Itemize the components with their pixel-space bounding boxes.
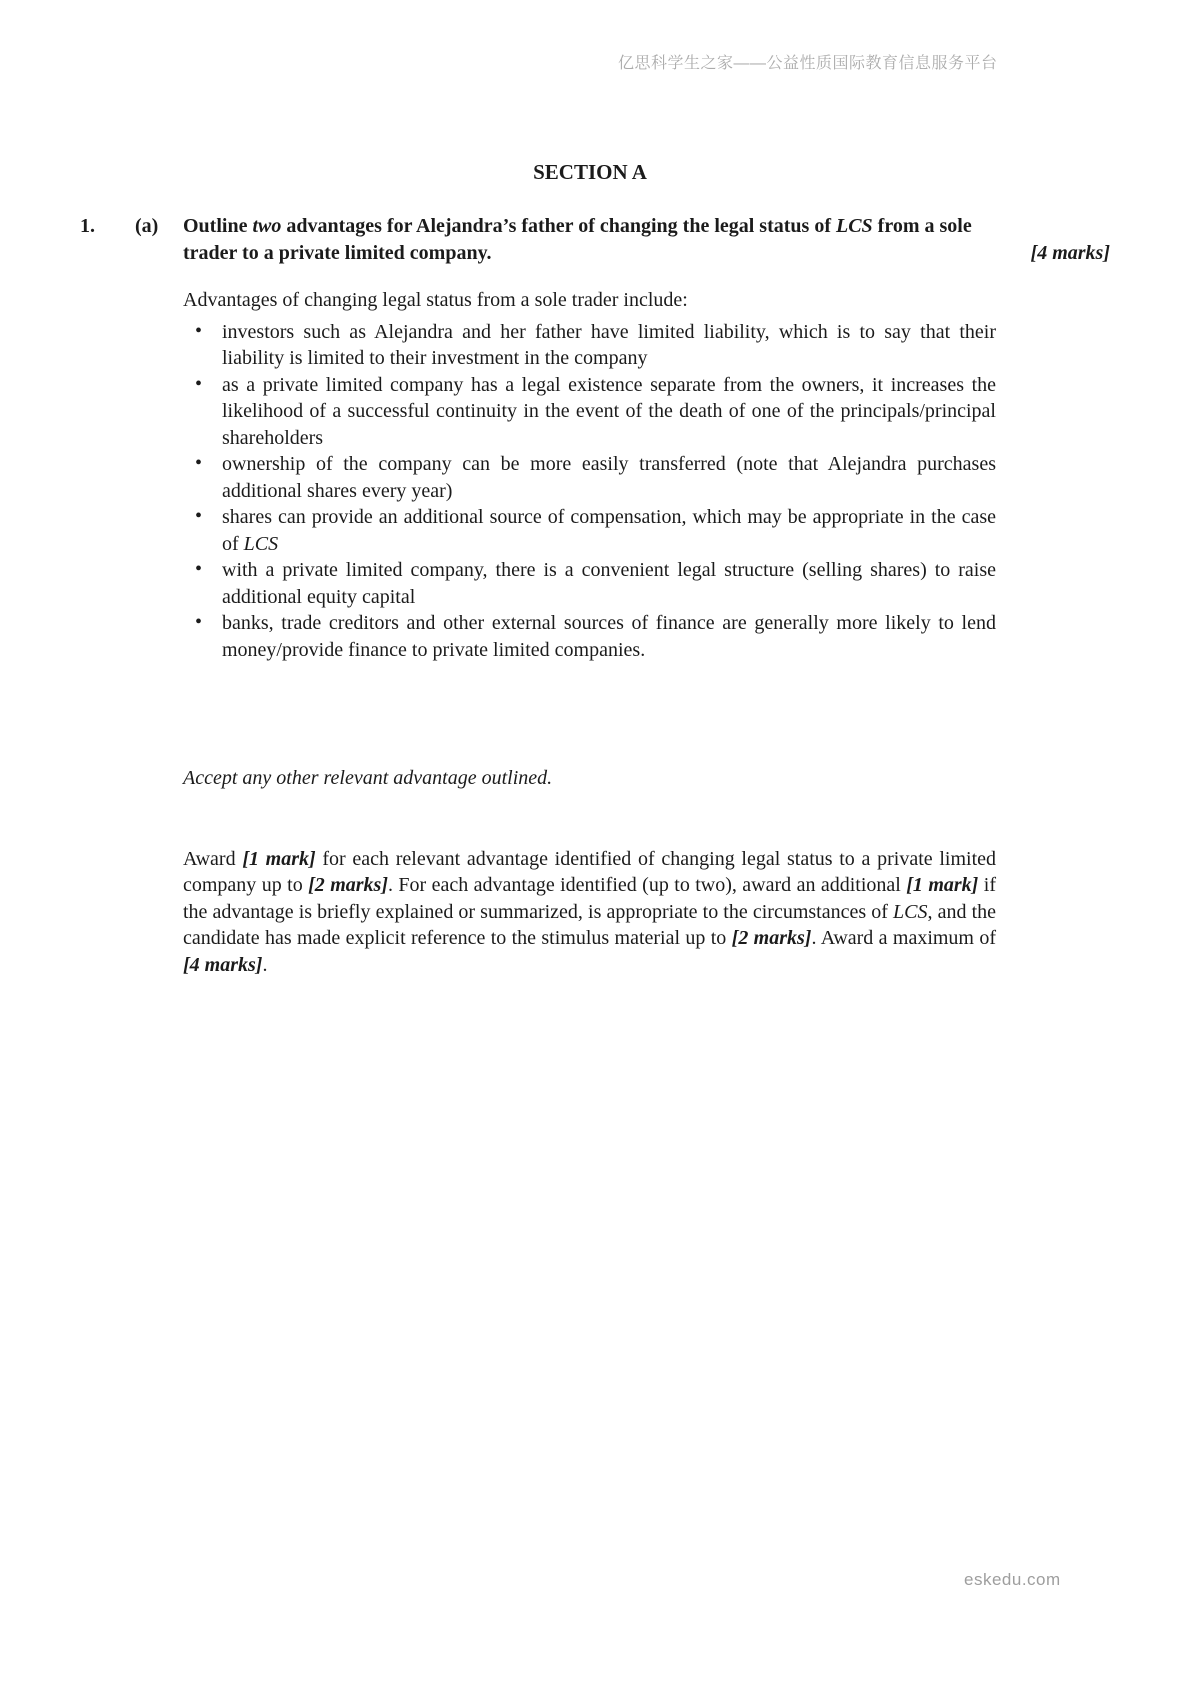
list-item — [183, 451, 996, 504]
question-part-label: (a) — [135, 215, 159, 237]
list-item — [183, 557, 996, 610]
list-item — [183, 610, 996, 663]
list-item — [183, 319, 996, 372]
question-block — [80, 213, 1110, 267]
markscheme-body — [183, 287, 996, 978]
question-number: 1. — [80, 215, 95, 237]
list-item-text: investors such as Alejandra and her father have limited liability, which is to say that their liability is limited to their investment in the company — [222, 320, 996, 369]
list-item-company-name: LCS — [243, 532, 279, 555]
advantage-list — [183, 319, 996, 664]
award-mark-5: [4 marks] — [183, 953, 263, 976]
prompt-segment: advantages for Alejandra’s father of changing the legal status of — [281, 215, 836, 237]
award-mark-3: [1 mark] — [906, 874, 979, 896]
prompt-segment: Outline — [183, 215, 253, 237]
award-segment: . — [262, 953, 268, 976]
list-item — [183, 504, 996, 557]
list-item-text: ownership of the company can be more easily transferred (note that Alejandra purchases additional shares every year) — [222, 453, 996, 502]
examiner-note: Accept any other relevant advantage outlined. — [183, 767, 553, 789]
bullet-icon: • — [195, 319, 203, 342]
award-segment: . For each advantage identified (up to two), award an additional — [387, 874, 907, 896]
list-item-text: shares can provide an additional source of compensation, which may be appropriate in the case of — [222, 506, 996, 555]
question-prompt — [183, 213, 1005, 267]
award-segment: if the advantage is briefly explained or summarized, is appropriate to the circumstances of — [183, 874, 996, 923]
award-mark-4: [2 marks] — [731, 927, 812, 949]
award-segment: for each relevant advantage identified of changing legal status to a private limited company up to — [183, 847, 996, 896]
list-item-text: banks, trade creditors and other external sources of finance are generally more likely to lend money/provide finance to private limited companies. — [222, 612, 996, 661]
footer-watermark: eskedu.com — [964, 1570, 1061, 1589]
header-watermark: 亿思科学生之家——公益性质国际教育信息服务平台 — [618, 55, 998, 72]
markscheme-intro: Advantages of changing legal status from a sole trader include: — [183, 289, 688, 311]
award-mark-2: [2 marks] — [308, 874, 388, 896]
bullet-icon: • — [195, 372, 203, 395]
list-item-text: as a private limited company has a legal existence separate from the owners, it increases the likelihood of a successful continuity in the event of the death of one of the principals/principal shareholders — [222, 373, 996, 449]
bullet-icon: • — [195, 505, 203, 527]
prompt-segment-emphasis: two — [252, 215, 282, 237]
list-item — [183, 372, 996, 452]
section-title: SECTION A — [533, 160, 647, 184]
award-company-name: LCS — [893, 900, 928, 923]
prompt-segment: from a sole trader to a private limited company. — [183, 215, 972, 264]
marks-label: [4 marks] — [1030, 242, 1110, 264]
award-segment: . Award a maximum of — [811, 927, 996, 949]
award-mark-1: [1 mark] — [242, 847, 316, 870]
list-item-text: with a private limited company, there is a convenient legal structure (selling shares) to raise additional equity capital — [222, 559, 996, 608]
award-segment: , and the candidate has made explicit reference to the stimulus material up to — [183, 900, 997, 949]
bullet-icon: • — [195, 452, 203, 474]
prompt-segment-company: LCS — [835, 215, 873, 237]
award-guidance — [183, 846, 996, 979]
bullet-icon: • — [195, 611, 203, 633]
bullet-icon: • — [195, 558, 203, 580]
award-segment: Award — [183, 847, 243, 870]
